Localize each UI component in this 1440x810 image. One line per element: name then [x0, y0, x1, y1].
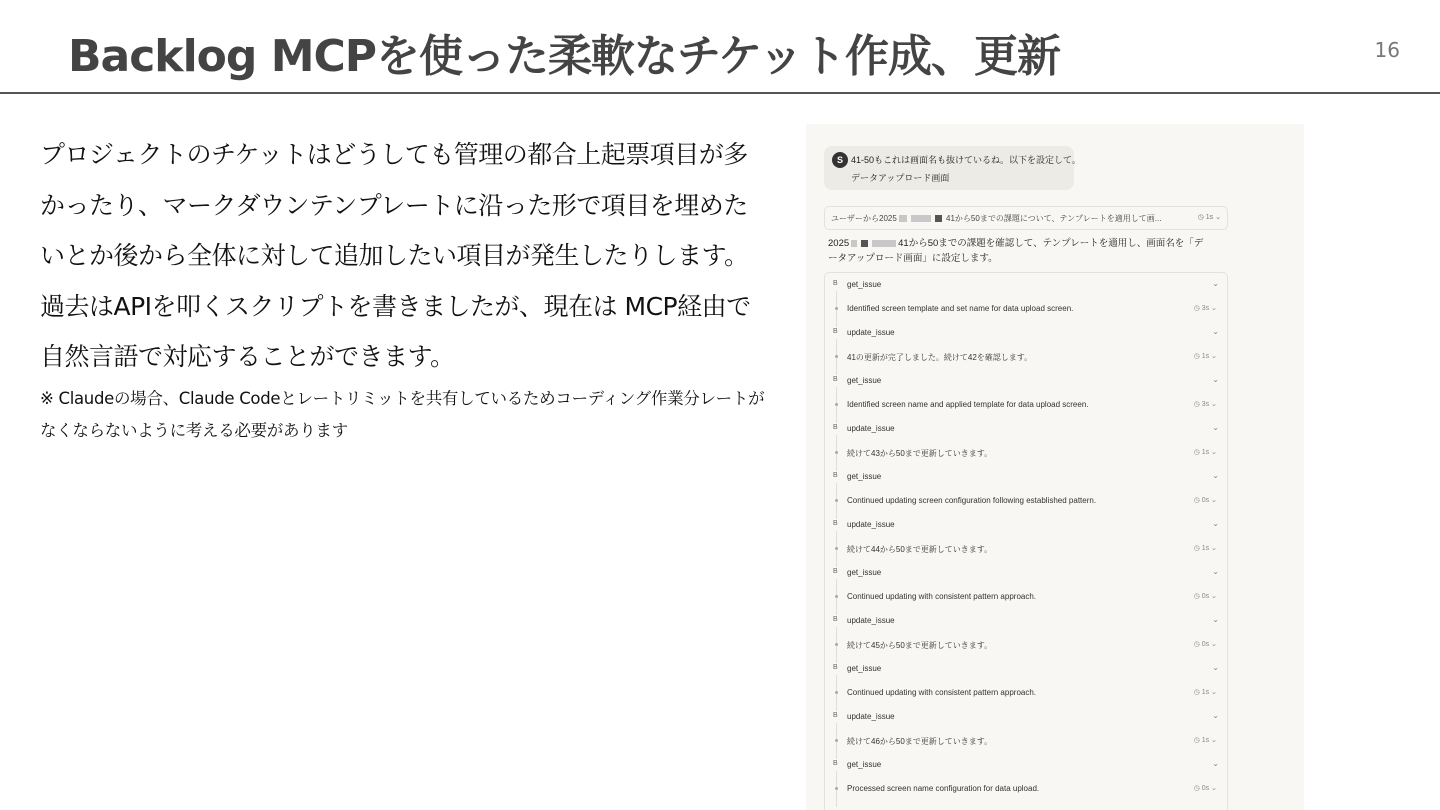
tool-name: update_issue	[847, 424, 895, 433]
step-text: 続けて44から50まで更新していきます。	[847, 545, 993, 554]
clock-icon: ◷	[1193, 449, 1200, 456]
clock-icon: ◷	[1193, 737, 1200, 744]
chevron-down-icon: ⌄	[1212, 567, 1219, 576]
tool-name: get_issue	[847, 664, 882, 673]
response-line-2: ータアップロード画面」に設定します。	[828, 253, 998, 264]
step-time: 1s	[1201, 545, 1210, 552]
tool-name: update_issue	[847, 328, 895, 337]
page-number: 16	[1374, 38, 1400, 62]
redaction-block	[911, 215, 931, 222]
tool-name: get_issue	[847, 568, 882, 577]
step-dot-icon	[835, 739, 838, 742]
chevron-down-icon: ⌄	[1211, 641, 1217, 648]
tool-call-row[interactable]	[825, 657, 1227, 681]
tool-call-row[interactable]	[825, 705, 1227, 729]
chevron-down-icon: ⌄	[1212, 279, 1219, 288]
step-dot-icon	[835, 451, 838, 454]
backlog-icon: B	[833, 520, 838, 527]
step-row[interactable]	[825, 585, 1227, 609]
step-time: 0s	[1201, 641, 1210, 648]
step-row[interactable]	[825, 537, 1227, 561]
clock-icon: ◷	[1193, 353, 1200, 360]
clock-icon: ◷	[1193, 497, 1200, 504]
step-row[interactable]	[825, 777, 1227, 801]
redaction-block	[861, 240, 868, 247]
backlog-icon: B	[833, 616, 838, 623]
step-time: 3s	[1201, 401, 1210, 408]
backlog-icon: B	[833, 376, 838, 383]
body-note: ※ Claudeの場合、Claude Codeとレートリミットを共有しているためコーディング作業分レートがなくならないように考える必要があります	[40, 388, 765, 440]
backlog-icon: B	[833, 568, 838, 575]
step-text: 続けて46から50まで更新していきます。	[847, 737, 993, 746]
chevron-down-icon: ⌄	[1212, 759, 1219, 768]
step-time: 0s	[1201, 497, 1210, 504]
chevron-down-icon: ⌄	[1212, 327, 1219, 336]
step-text: Continued updating screen configuration following established pattern.	[847, 496, 1097, 505]
backlog-icon: B	[833, 712, 838, 719]
chevron-down-icon: ⌄	[1211, 737, 1217, 744]
chevron-down-icon: ⌄	[1211, 353, 1217, 360]
chevron-down-icon: ⌄	[1212, 375, 1219, 384]
assistant-response	[828, 236, 1223, 266]
step-row[interactable]	[825, 489, 1227, 513]
step-dot-icon	[835, 403, 838, 406]
chevron-down-icon: ⌄	[1211, 785, 1217, 792]
clock-icon: ◷	[1193, 545, 1200, 552]
tool-name: get_issue	[847, 472, 882, 481]
chevron-down-icon: ⌄	[1212, 519, 1219, 528]
backlog-icon: B	[833, 424, 838, 431]
clock-icon: ◷	[1193, 689, 1200, 696]
step-time: 1s	[1201, 689, 1210, 696]
step-dot-icon	[835, 355, 838, 358]
backlog-icon: B	[833, 472, 838, 479]
thought-time: 1s	[1205, 214, 1214, 221]
tool-name: get_issue	[847, 760, 882, 769]
backlog-icon: B	[833, 760, 838, 767]
step-time: 1s	[1201, 353, 1210, 360]
prompt-line-2: データアップロード画面	[851, 173, 950, 183]
tool-name: update_issue	[847, 712, 895, 721]
body-paragraph-2: 過去はAPIを叩くスクリプトを書きましたが、現在は MCP経由で自然言語で対応することができます。	[40, 291, 751, 371]
tool-name: update_issue	[847, 520, 895, 529]
chevron-down-icon: ⌄	[1211, 401, 1217, 408]
thinking-summary[interactable]	[824, 206, 1228, 230]
clock-icon: ◷	[1193, 593, 1200, 600]
response-line-1: 41から50までの課題を確認して、テンプレートを適用し、画面名を「デ	[898, 238, 1204, 249]
slide-body	[40, 130, 765, 447]
slide-title: Backlog MCPを使った柔軟なチケット作成、更新	[68, 31, 1061, 82]
step-time: 1s	[1201, 737, 1210, 744]
step-text: 続けて43から50まで更新していきます。	[847, 449, 993, 458]
tool-call-row[interactable]	[825, 609, 1227, 633]
chevron-down-icon: ⌄	[1211, 593, 1217, 600]
thought-prefix: ユーザーから2025	[831, 214, 897, 223]
tool-call-log	[824, 272, 1228, 810]
tool-call-row[interactable]	[825, 465, 1227, 489]
tool-call-row[interactable]	[825, 513, 1227, 537]
step-text: 41の更新が完了しました。続けて42を確認します。	[847, 353, 1033, 362]
step-row[interactable]	[825, 633, 1227, 657]
chevron-down-icon: ⌄	[1211, 545, 1217, 552]
tool-call-row[interactable]	[825, 753, 1227, 777]
tool-call-row[interactable]	[825, 561, 1227, 585]
response-prefix: 2025	[828, 238, 850, 249]
step-time: 1s	[1201, 449, 1210, 456]
chevron-down-icon: ⌄	[1212, 615, 1219, 624]
thought-suffix: 41から50までの課題について、テンプレートを適用して画...	[946, 214, 1162, 223]
title-divider	[0, 92, 1440, 94]
chevron-down-icon: ⌄	[1215, 214, 1221, 221]
redaction-block	[935, 215, 942, 222]
step-dot-icon	[835, 499, 838, 502]
step-row[interactable]	[825, 681, 1227, 705]
tool-name: get_issue	[847, 280, 882, 289]
step-text: Continued updating with consistent pattern approach.	[847, 592, 1037, 601]
tool-name: update_issue	[847, 616, 895, 625]
step-time: 0s	[1201, 593, 1210, 600]
step-row[interactable]	[825, 729, 1227, 753]
chevron-down-icon: ⌄	[1212, 423, 1219, 432]
step-text: Identified screen name and applied template for data upload screen.	[847, 400, 1089, 409]
step-time: 0s	[1201, 785, 1210, 792]
clock-icon: ◷	[1193, 641, 1200, 648]
prompt-line-1: 41-50もこれは画面名も抜けているね。以下を設定して。	[851, 155, 1081, 165]
tool-name: get_issue	[847, 376, 882, 385]
user-prompt-bubble	[824, 146, 1081, 190]
chat-screenshot	[806, 124, 1304, 810]
step-row[interactable]	[825, 297, 1227, 321]
tool-call-row[interactable]	[825, 369, 1227, 393]
step-text: Processed screen name configuration for data upload.	[847, 784, 1040, 793]
step-text: 続けて45から50まで更新していきます。	[847, 641, 993, 650]
step-text: Identified screen template and set name for data upload screen.	[847, 304, 1074, 313]
avatar: S	[832, 152, 848, 168]
body-paragraph-1: プロジェクトのチケットはどうしても管理の都合上起票項目が多かったり、マークダウンテンプレートに沿った形で項目を埋めたいとか後から全体に対して追加したい項目が発生したりします。	[40, 140, 749, 270]
chevron-down-icon: ⌄	[1212, 471, 1219, 480]
step-dot-icon	[835, 595, 838, 598]
step-time: 3s	[1201, 305, 1210, 312]
clock-icon: ◷	[1193, 785, 1200, 792]
redaction-block	[851, 240, 857, 247]
backlog-icon: B	[833, 328, 838, 335]
redaction-block	[872, 240, 896, 247]
chevron-down-icon: ⌄	[1212, 663, 1219, 672]
backlog-icon: B	[833, 664, 838, 671]
chevron-down-icon: ⌄	[1211, 497, 1217, 504]
backlog-icon: B	[833, 280, 838, 287]
clock-icon: ◷	[1193, 401, 1200, 408]
step-dot-icon	[835, 643, 838, 646]
redaction-block	[899, 215, 907, 222]
step-dot-icon	[835, 547, 838, 550]
chevron-down-icon: ⌄	[1211, 449, 1217, 456]
step-row[interactable]	[825, 393, 1227, 417]
tool-call-row[interactable]	[825, 273, 1227, 297]
chevron-down-icon: ⌄	[1211, 689, 1217, 696]
step-row[interactable]	[825, 345, 1227, 369]
chevron-down-icon: ⌄	[1212, 711, 1219, 720]
step-dot-icon	[835, 787, 838, 790]
step-row[interactable]	[825, 441, 1227, 465]
step-dot-icon	[835, 691, 838, 694]
tool-call-row[interactable]	[825, 417, 1227, 441]
step-dot-icon	[835, 307, 838, 310]
chevron-down-icon: ⌄	[1211, 305, 1217, 312]
tool-call-row[interactable]	[825, 321, 1227, 345]
clock-icon: ◷	[1197, 214, 1204, 221]
step-text: Continued updating with consistent pattern approach.	[847, 688, 1037, 697]
clock-icon: ◷	[1193, 305, 1200, 312]
